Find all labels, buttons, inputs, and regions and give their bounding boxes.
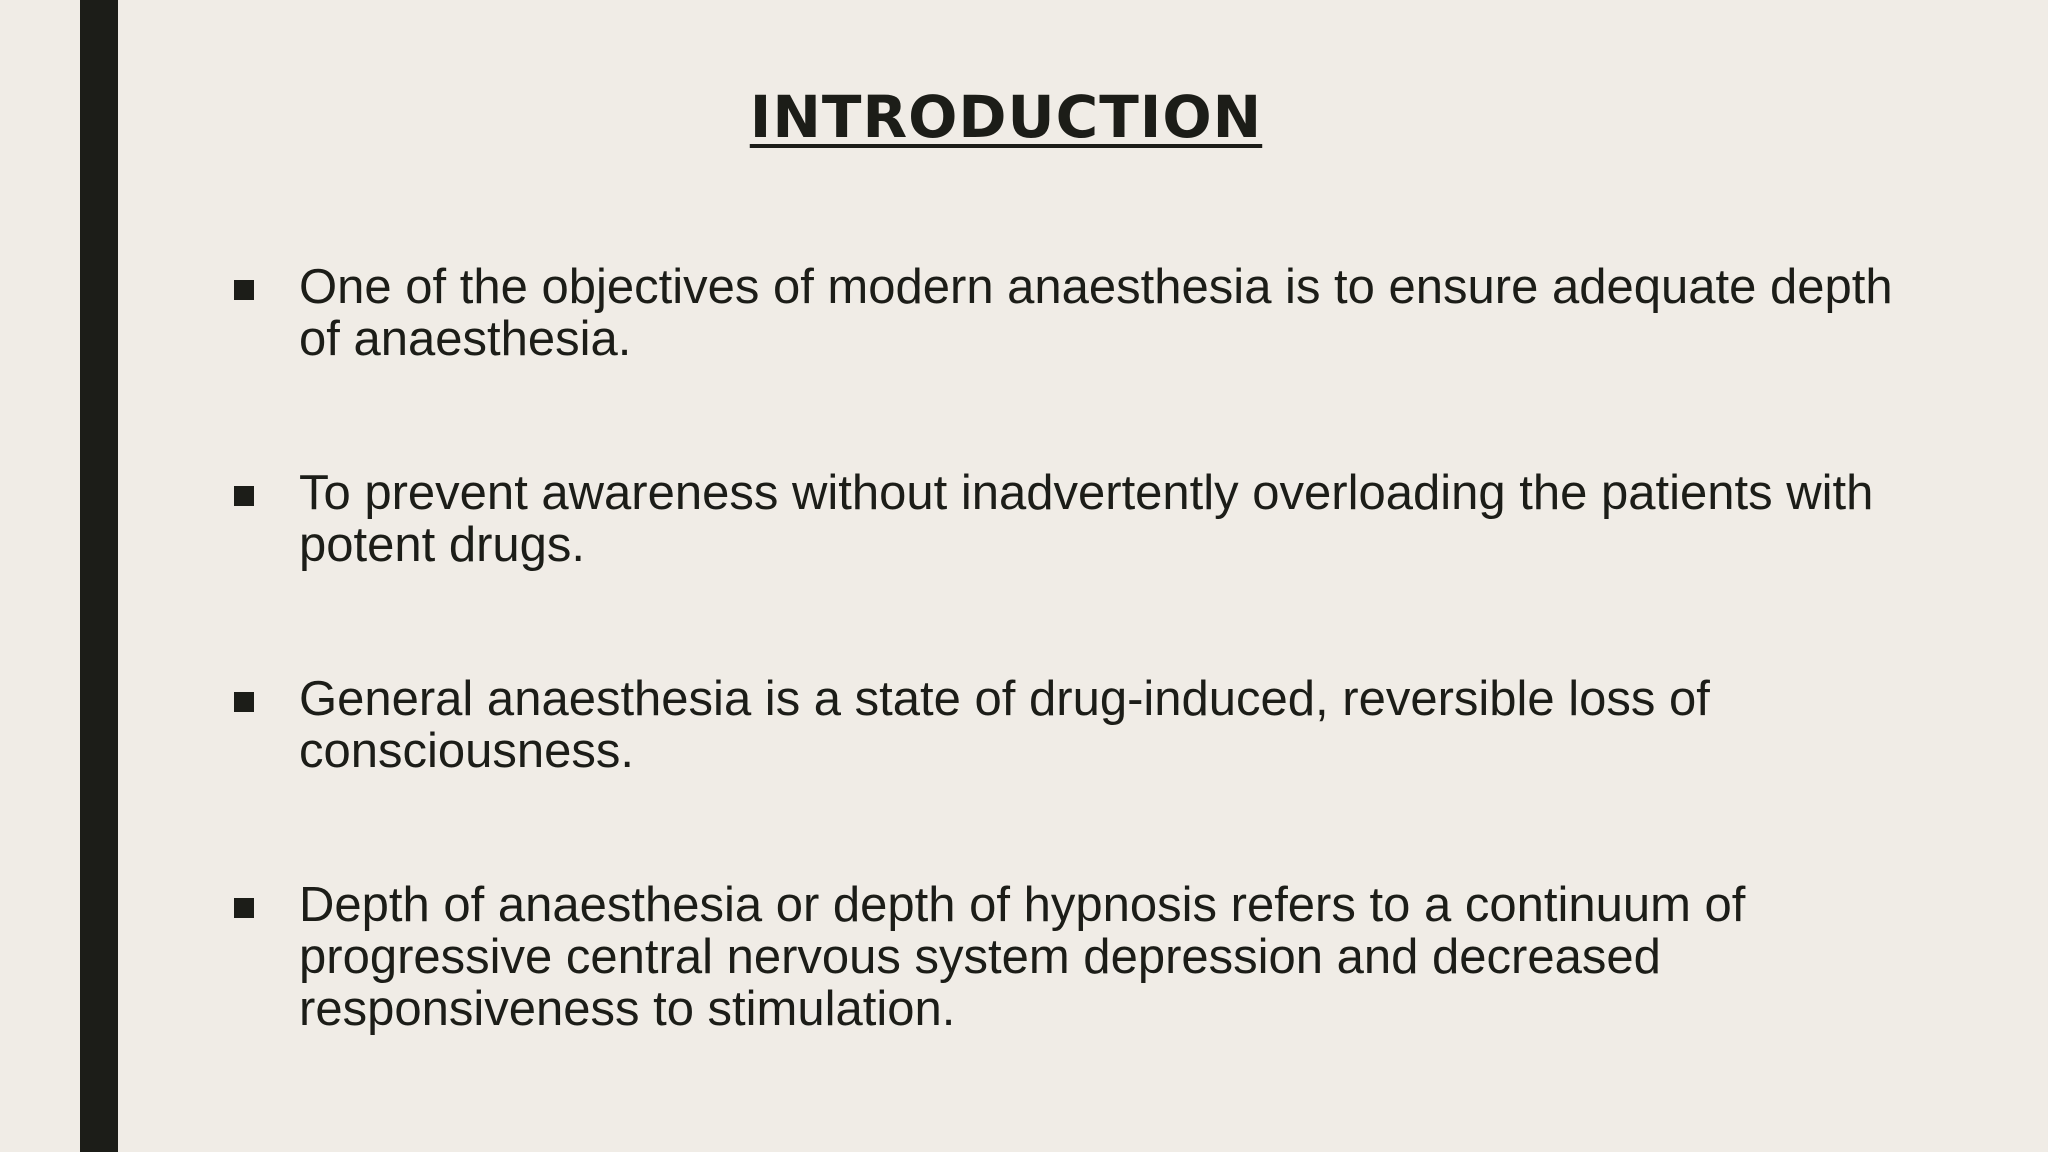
bullet-text [299,261,1999,365]
bullet-line: of anaesthesia. [299,312,632,366]
bullet-text [299,467,1999,571]
bullet-text [299,879,1999,1035]
bullet-line: progressive central nervous system depression and decreased [299,930,1661,984]
bullet-line: To prevent awareness without inadvertently overloading the patients with [299,466,1874,520]
bullet-text [299,673,1999,777]
left-accent-bar [80,0,118,1152]
slide-title: INTRODUCTION [749,83,1263,151]
bullet-line: Depth of anaesthesia or depth of hypnosis refers to a continuum of [299,878,1746,932]
bullet-line: One of the objectives of modern anaesthesia is to ensure adequate depth [299,260,1893,314]
bullet-line: consciousness. [299,724,635,778]
square-bullet-icon [234,898,254,918]
bullet-line: potent drugs. [299,518,586,572]
bullet-line: General anaesthesia is a state of drug-induced, reversible loss of [299,672,1710,726]
bullet-line: responsiveness to stimulation. [299,982,956,1036]
square-bullet-icon [234,692,254,712]
square-bullet-icon [234,486,254,506]
square-bullet-icon [234,280,254,300]
